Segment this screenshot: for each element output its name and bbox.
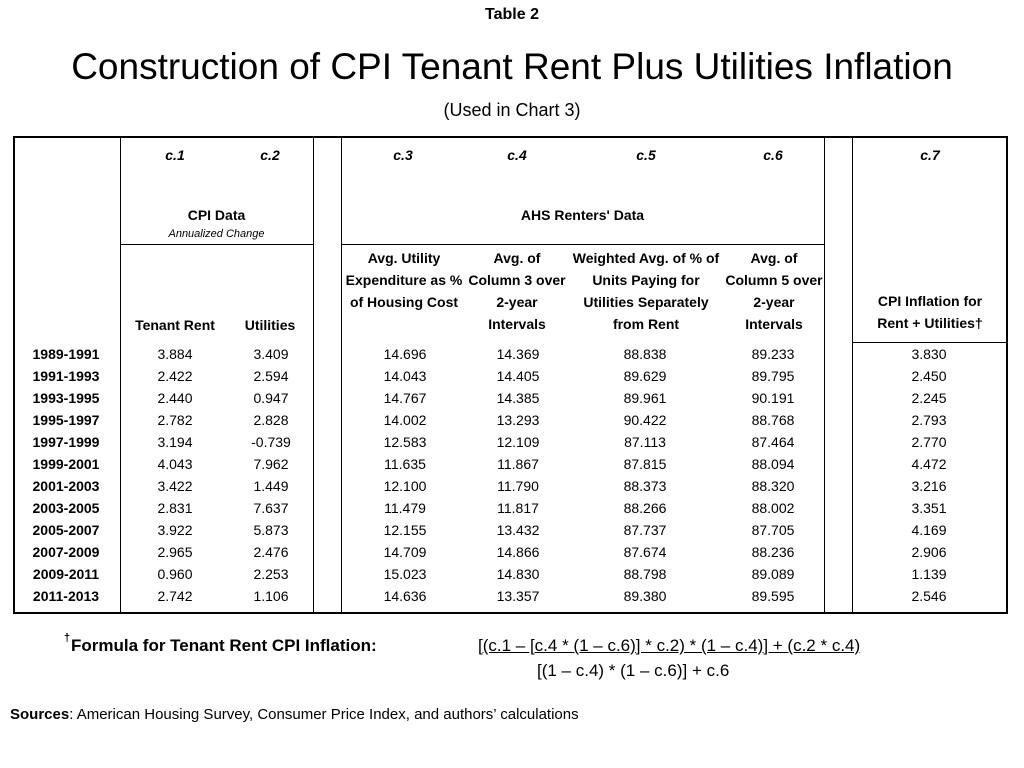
cell-c2: 2.828 (253, 412, 289, 428)
col-code-c7: c.7 (920, 147, 940, 163)
cell-c4: 13.432 (496, 522, 540, 538)
table-row (0, 519, 1024, 541)
row-period-label: 1993-1995 (32, 390, 100, 406)
cell-c5: 87.815 (623, 456, 667, 472)
cell-c1: 4.043 (157, 456, 193, 472)
cell-c4: 14.830 (496, 566, 540, 582)
table-row (0, 453, 1024, 475)
table-row (0, 541, 1024, 563)
row-period-label: 1997-1999 (32, 434, 100, 450)
cell-c4: 14.866 (496, 544, 540, 560)
table-row (0, 563, 1024, 585)
cell-c2: 3.409 (253, 346, 289, 362)
row-period-label: 1991-1993 (32, 368, 100, 384)
cell-c5: 90.422 (623, 412, 667, 428)
cell-c1: 0.960 (157, 566, 193, 582)
cell-c7: 2.770 (911, 434, 947, 450)
cell-c3: 14.043 (383, 368, 427, 384)
cell-c2: 2.594 (253, 368, 289, 384)
cell-c7: 3.830 (911, 346, 947, 362)
table-row (0, 585, 1024, 607)
col-code-c6: c.6 (763, 147, 783, 163)
cell-c1: 2.831 (157, 500, 193, 516)
cell-c2: 1.106 (253, 588, 289, 604)
cell-c7: 2.546 (911, 588, 947, 604)
cell-c5: 88.838 (623, 346, 667, 362)
table-row (0, 365, 1024, 387)
cell-c2: 1.449 (253, 478, 289, 494)
page-subtitle: (Used in Chart 3) (443, 100, 581, 120)
formula-denominator: [(1 – c.4) * (1 – c.6)] + c.6 (537, 661, 730, 680)
cell-c3: 12.583 (383, 434, 427, 450)
sources-note (10, 706, 579, 723)
cell-c5: 89.629 (623, 368, 667, 384)
cell-c6: 87.464 (751, 434, 795, 450)
cell-c7: 4.169 (911, 522, 947, 538)
cell-c1: 3.422 (157, 478, 193, 494)
cell-c3: 14.002 (383, 412, 427, 428)
sources-label: Sources (10, 706, 70, 723)
cell-c5: 88.266 (623, 500, 667, 516)
row-period-label: 2007-2009 (32, 544, 100, 560)
cell-c1: 3.922 (157, 522, 193, 538)
cell-c2: -0.739 (251, 434, 291, 450)
header-divider (120, 244, 313, 245)
cell-c5: 89.380 (623, 588, 667, 604)
cell-c1: 2.422 (157, 368, 193, 384)
cell-c7: 2.245 (911, 390, 947, 406)
cell-c3: 14.696 (383, 346, 427, 362)
page-title: Construction of CPI Tenant Rent Plus Utilities Inflation (71, 46, 953, 87)
cell-c7: 1.139 (911, 566, 947, 582)
cell-c3: 14.636 (383, 588, 427, 604)
cell-c2: 7.637 (253, 500, 289, 516)
row-period-label: 2009-2011 (32, 566, 100, 582)
cell-c2: 5.873 (253, 522, 289, 538)
cell-c1: 2.965 (157, 544, 193, 560)
cell-c1: 2.440 (157, 390, 193, 406)
table-row (0, 431, 1024, 453)
col-code-c3: c.3 (393, 147, 413, 163)
row-period-label: 2011-2013 (32, 588, 100, 604)
cell-c6: 89.795 (751, 368, 795, 384)
col-header-c4: Avg. of Column 3 over 2-year Intervals (468, 250, 566, 332)
cell-c4: 14.405 (496, 368, 540, 384)
table-row (0, 497, 1024, 519)
cell-c6: 89.595 (751, 588, 795, 604)
row-period-label: 1999-2001 (32, 456, 100, 472)
table-row (0, 343, 1024, 365)
cell-c1: 3.884 (157, 346, 193, 362)
col-header-utilities: Utilities (244, 317, 296, 333)
cell-c7: 4.472 (911, 456, 947, 472)
cell-c5: 87.113 (624, 434, 666, 450)
col-code-c5: c.5 (636, 147, 656, 163)
row-period-label: 1995-1997 (32, 412, 100, 428)
footnote-marker: † (64, 632, 71, 644)
cell-c3: 11.635 (384, 456, 426, 472)
cell-c6: 88.094 (751, 456, 795, 472)
footnote-label: Formula for Tenant Rent CPI Inflation: (71, 636, 377, 655)
col-code-c4: c.4 (507, 147, 527, 163)
cell-c5: 88.373 (623, 478, 667, 494)
table-label: Table 2 (485, 6, 539, 23)
cell-c6: 88.320 (751, 478, 795, 494)
cell-c4: 13.357 (496, 588, 540, 604)
group-header-cpi-sub: Annualized Change (168, 228, 265, 240)
cell-c3: 15.023 (383, 566, 427, 582)
col-header-c6: Avg. of Column 5 over 2-year Intervals (725, 250, 823, 332)
cell-c3: 12.100 (383, 478, 427, 494)
col-code-c2: c.2 (260, 147, 280, 163)
sources-text: : American Housing Survey, Consumer Price Index, and authors’ calculations (69, 706, 579, 723)
row-period-label: 2001-2003 (32, 478, 100, 494)
cell-c5: 87.737 (623, 522, 667, 538)
cell-c4: 13.293 (496, 412, 540, 428)
cell-c3: 11.479 (384, 500, 426, 516)
cell-c4: 11.817 (497, 500, 539, 516)
cell-c6: 87.705 (751, 522, 795, 538)
col-header-c5: Weighted Avg. of % of Units Paying for Utilities Separately from Rent (572, 250, 720, 332)
cell-c5: 87.674 (623, 544, 667, 560)
cell-c4: 11.790 (497, 478, 539, 494)
cell-c5: 88.798 (623, 566, 667, 582)
col-header-tenant-rent: Tenant Rent (135, 317, 215, 333)
group-header-ahs: AHS Renters' Data (520, 207, 645, 223)
row-period-label: 1989-1991 (32, 346, 100, 362)
cell-c6: 88.002 (751, 500, 795, 516)
cell-c6: 89.233 (751, 346, 795, 362)
cell-c2: 2.253 (253, 566, 289, 582)
cell-c4: 11.867 (497, 456, 539, 472)
cell-c4: 14.369 (496, 346, 540, 362)
formula-numerator: [(c.1 – [c.4 * (1 – c.6)] * c.2) * (1 – c.4)] + (c.2 * c.4) (478, 636, 861, 655)
cell-c7: 2.906 (911, 544, 947, 560)
cell-c6: 88.768 (751, 412, 795, 428)
cell-c7: 3.351 (911, 500, 947, 516)
cell-c1: 2.782 (157, 412, 193, 428)
cell-c6: 90.191 (751, 390, 795, 406)
cell-c2: 7.962 (253, 456, 289, 472)
group-header-cpi: CPI Data (187, 207, 246, 223)
col-header-c3: Avg. Utility Expenditure as % of Housing Cost (345, 250, 463, 310)
cell-c6: 88.236 (751, 544, 795, 560)
row-period-label: 2003-2005 (32, 500, 100, 516)
cell-c2: 2.476 (253, 544, 289, 560)
cell-c7: 3.216 (911, 478, 947, 494)
cell-c3: 14.709 (383, 544, 427, 560)
cell-c1: 2.742 (157, 588, 193, 604)
cell-c4: 14.385 (496, 390, 540, 406)
cell-c3: 14.767 (383, 390, 427, 406)
cell-c5: 89.961 (623, 390, 667, 406)
cell-c3: 12.155 (383, 522, 427, 538)
table-row (0, 475, 1024, 497)
table-row (0, 409, 1024, 431)
row-period-label: 2005-2007 (32, 522, 100, 538)
cell-c1: 3.194 (157, 434, 193, 450)
cell-c7: 2.793 (911, 412, 947, 428)
col-header-c7: CPI Inflation for Rent + Utilities† (877, 293, 983, 331)
cell-c2: 0.947 (253, 390, 289, 406)
cell-c4: 12.109 (496, 434, 540, 450)
col-code-c1: c.1 (165, 147, 185, 163)
cell-c6: 89.089 (751, 566, 795, 582)
cell-c7: 2.450 (911, 368, 947, 384)
header-divider (341, 244, 824, 245)
table-row (0, 387, 1024, 409)
